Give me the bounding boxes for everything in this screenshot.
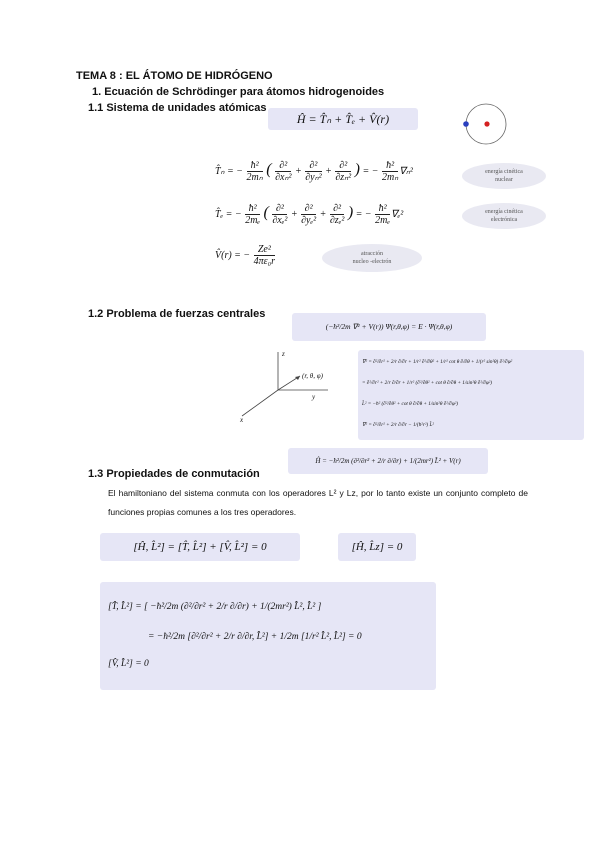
nuclear-kinetic-equation: T̂ₙ = − $\frac{\text{ħ²}}{\text{2mₙ}}$ ( $\frac{\text{∂²}}{\text{∂xₙ²}}$ + $\frac{\text{∂²}}{\text{∂yₙ²}}$ + $\frac{\text{∂²}}{\text{∂zₙ²}}$ ) = − $\frac{\text{ħ²}}{\text{2mₙ}}$ ∇ₙ² [215,160,413,183]
laplacian-line-2: = ∂²/∂r² + 2/r ∂/∂r + 1/r² (∂²/∂θ² + cot θ ∂/∂θ + 1/sin²θ ∂²/∂φ²) [362,380,493,386]
te-lhs: T̂ₑ = [215,208,233,220]
subsection-1-1-heading: 1.1 Sistema de unidades atómicas [88,102,267,114]
potential-equation: V̂(r) = − $\frac{\text{Ze²}}{\text{4πε₀r}}$ [215,244,275,267]
hamiltonian-equation: Ĥ = T̂ₙ + T̂ₑ + V̂(r) [268,108,418,130]
point-label: (r, θ, φ) [302,372,323,380]
tn-lhs: T̂ₙ = − [215,165,244,177]
commutation-paragraph: El hamiltoniano del sistema conmuta con los operadores L² y Lz, por lo tanto existe un conjunto completo de funciones propias comunes a los tres operadores. [108,488,528,517]
schrodinger-equation: (−ħ²/2m ∇² + V(r)) Ψ(r,θ,φ) = E · Ψ(r,θ,φ) [292,313,486,341]
electron-dot [463,121,469,127]
derivation-line-1: [T̂, L̂²] = [ −ħ²/2m (∂²/∂r² + 2/r ∂/∂r) + 1/(2mr²) L̂², L̂² ] [108,602,322,612]
subsection-1-2-heading: 1.2 Problema de fuerzas centrales [88,308,266,320]
z-axis-label: z [282,350,285,358]
laplacian-line-1: ∇² = ∂²/∂r² + 2/r ∂/∂r + 1/r² ∂²/∂θ² + 1/r² cot θ ∂/∂θ + 1/(r² sin²θ) ∂²/∂φ² [362,359,513,365]
nuclear-kinetic-label: energía cinética nuclear [462,163,546,189]
derivation-line-2: = −ħ²/2m [∂²/∂r² + 2/r ∂/∂r, L̂²] + 1/2m [1/r² L̂², L̂²] = 0 [148,632,362,642]
nucleus-dot [484,121,489,126]
v-lhs: V̂(r) = − [215,249,251,261]
laplacian-box [358,350,584,440]
page-title: TEMA 8 : EL ÁTOMO DE HIDRÓGENO [76,70,273,82]
commutator-h-lz: [Ĥ, L̂z] = 0 [338,533,416,561]
commutator-derivation [100,582,436,690]
laplacian-line-4: ∇² = ∂²/∂r² + 2/r ∂/∂r − 1/(ħ²r²) L̂² [362,422,434,428]
position-arrowhead [295,376,300,380]
attraction-label: atracción nucleo -electrón [322,244,422,272]
x-axis-label: x [240,416,244,424]
commutator-h-l2: [Ĥ, L̂²] = [T̂, L̂²] + [V̂, L̂²] = 0 [100,533,300,561]
laplacian-line-3: L̂² = −ħ² (∂²/∂θ² + cot θ ∂/∂θ + 1/sin²θ ∂²/∂φ²) [362,401,458,407]
central-hamiltonian-equation: Ĥ = −ħ²/2m (∂²/∂r² + 2/r ∂/∂r) + 1/(2mr²) L̂² + V(r) [288,448,488,474]
section-1-heading: 1. Ecuación de Schrödinger para átomos hidrogenoides [92,86,385,98]
subsection-1-3-heading: 1.3 Propiedades de conmutación [88,468,260,480]
derivation-line-3: [V̂, L̂²] = 0 [108,659,149,669]
x-axis [242,390,278,416]
electronic-kinetic-equation: T̂ₑ = − $\frac{\text{ħ²}}{\text{2mₑ}}$ ( $\frac{\text{∂²}}{\text{∂xₑ²}}$ + $\frac{\text{∂²}}{\text{∂yₑ²}}$ + $\frac{\text{∂²}}{\text{∂zₑ²}}$ ) = − $\frac{\text{ħ²}}{\text{2mₑ}}$ ∇ₑ² [215,203,404,226]
spherical-coordinates-diagram [228,348,348,428]
electronic-kinetic-label: energía cinética electrónica [462,203,546,229]
y-axis-label: y [312,393,316,401]
atom-diagram-icon [458,94,518,154]
